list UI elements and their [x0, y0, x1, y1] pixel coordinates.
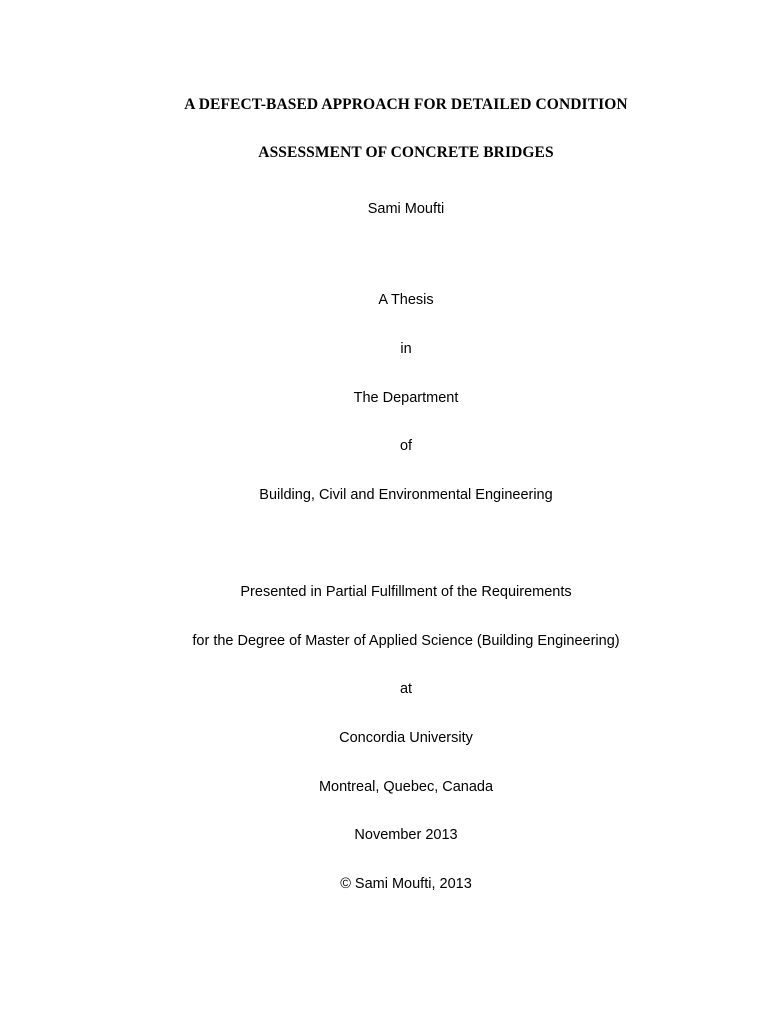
title-line-2: ASSESSMENT OF CONCRETE BRIDGES: [258, 144, 554, 161]
requirements-line-2: for the Degree of Master of Applied Science (Building Engineering): [192, 633, 620, 649]
department-name: Building, Civil and Environmental Engineering: [259, 487, 553, 503]
author-name: Sami Moufti: [367, 201, 445, 217]
university-name: Concordia University: [339, 730, 473, 746]
thesis-in: in: [400, 341, 412, 357]
thesis-type: A Thesis: [378, 292, 434, 308]
institution-at: at: [399, 681, 413, 697]
department-label: The Department: [353, 390, 459, 406]
thesis-of: of: [399, 438, 413, 454]
copyright-notice: © Sami Moufti, 2013: [340, 876, 472, 892]
requirements-line-1: Presented in Partial Fulfillment of the Requirements: [240, 584, 572, 600]
title-line-1: A DEFECT-BASED APPROACH FOR DETAILED CONDITION: [184, 96, 628, 113]
thesis-date: November 2013: [354, 827, 458, 843]
university-location: Montreal, Quebec, Canada: [318, 779, 494, 795]
